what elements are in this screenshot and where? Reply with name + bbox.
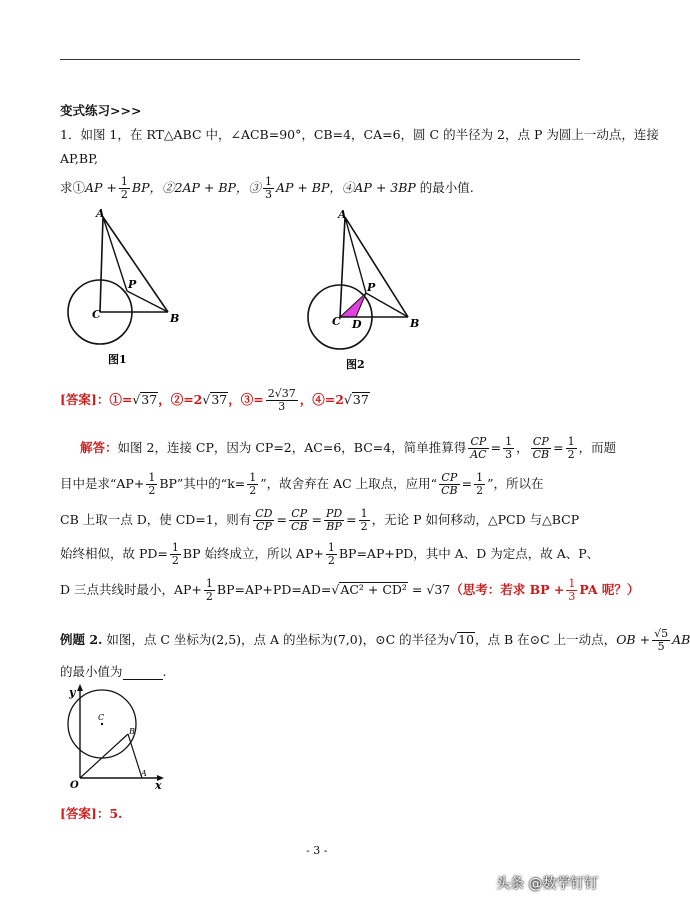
- fig2-caption: 图2: [346, 358, 365, 371]
- example2-line2: 的最小值为 .: [60, 664, 167, 679]
- fig1-label-b: B: [170, 312, 180, 325]
- fig3-label-b: B: [129, 727, 135, 736]
- solution-line2: 目中是求“AP+ $\frac{1}{2}$ BP”其中的“k= $\frac{1}{2}$ ”，故舍弃在 AC 上取点，应用“ $\frac{CP}{CB}$ = $\frac{1}{2}$ ”，所以在: [60, 471, 544, 497]
- fig3-label-o: O: [70, 780, 79, 791]
- fig1-ca: [100, 217, 103, 312]
- page-number: - 3 -: [306, 844, 328, 857]
- frac-third: $\frac{1}{3}$: [264, 175, 272, 201]
- problem1-line2: AP,BP,: [60, 151, 98, 166]
- answer2: [答案]：5.: [60, 806, 123, 821]
- fig2-label-c: C: [332, 315, 341, 328]
- fig3-label-x: x: [155, 779, 162, 792]
- fig1-ab: [103, 217, 168, 312]
- fig2-triangle-pcd: [340, 293, 366, 317]
- fig2-ab: [345, 217, 408, 317]
- fig2-label-a: A: [338, 208, 347, 221]
- example2-line1: 例题 2. 如图，点 C 坐标为(2,5)，点 A 的坐标为(7,0)，⊙C 的半径为√10，点 B 在⊙C 上一动点，OB + $\frac{√5}{5}$ AB: [60, 627, 690, 653]
- figure-2: [300, 205, 440, 375]
- fig2-label-d: D: [352, 318, 362, 331]
- fig2-label-b: B: [410, 317, 420, 330]
- problem1-question: 求①AP + $\frac{1}{2}$ BP，②2AP + BP，③ $\frac{1}{3}$ AP + BP，④AP + 3BP 的最小值.: [60, 175, 474, 201]
- header-rule: [60, 59, 580, 60]
- fig1-label-a: A: [96, 207, 105, 220]
- fig1-bp: [127, 291, 168, 312]
- figure-1: [60, 205, 200, 375]
- problem1-line1: 1．如图 1，在 RT△ABC 中，∠ACB=90°，CB=4，CA=6，圆 C 的半径为 2，点 P 为圆上一动点，连接: [60, 127, 659, 142]
- fig3-label-a: A: [141, 769, 147, 778]
- fig3-ab: [128, 734, 142, 778]
- solution-line1: 解答：如图 2，连接 CP，因为 CP=2，AC=6，BC=4，简单推算得 $\frac{CP}{AC}$ = $\frac{1}{3}$ ， $\frac{CP}{CB}$ = $\frac{1}{2}$ ，而题: [80, 435, 617, 461]
- fig3-label-y: y: [69, 686, 76, 699]
- fig1-caption: 图1: [108, 353, 127, 366]
- frac-half: $\frac{1}{2}$: [120, 175, 128, 201]
- figure-3: [62, 682, 172, 792]
- fig3-ob: [80, 734, 128, 778]
- watermark: 头条 @数学钉钉: [496, 876, 599, 892]
- section-title: 变式练习>>>: [60, 103, 142, 118]
- answer1: [答案]：①=√37，②=2√37，③= $\frac{2√37}{3}$ ，④=2√37: [60, 387, 369, 413]
- fig2-label-p: P: [367, 281, 376, 294]
- solution-line5: D 三点共线时最小，AP+ $\frac{1}{2}$ BP=AP+PD=AD=√AC² + CD² = √37（思考：若求 BP + $\frac{1}{3}$ PA 呢？）: [60, 577, 640, 603]
- solution-line3: CB 上取一点 D，使 CD=1，则有 $\frac{CD}{CP}$ = $\frac{CP}{CB}$ = $\frac{PD}{BP}$ = $\frac{1}{2}$ ，无论 P 如何移动，△PCD 与△BCP: [60, 507, 580, 533]
- fig1-label-p: P: [128, 278, 137, 291]
- solution-line4: 始终相似，故 PD= $\frac{1}{2}$ BP 始终成立，所以 AP+ $\frac{1}{2}$ BP=AP+PD，其中 A、D 为定点，故 A、P、: [60, 541, 600, 567]
- fig1-label-c: C: [92, 308, 101, 321]
- answer-blank: [123, 667, 163, 680]
- fig2-ca: [340, 217, 345, 317]
- fig3-label-c: C: [98, 713, 105, 722]
- fig2-ap: [345, 217, 366, 293]
